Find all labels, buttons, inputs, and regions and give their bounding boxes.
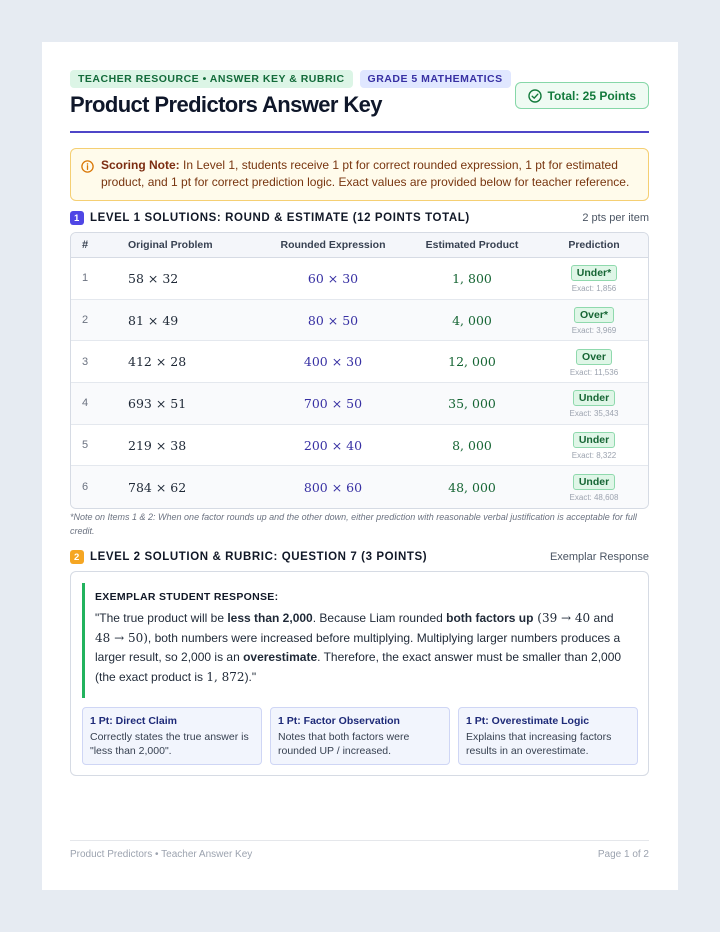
- grade-tag: GRADE 5 MATHEMATICS: [360, 70, 511, 88]
- table-row: [71, 341, 648, 383]
- table-header: [71, 233, 648, 258]
- rubric-card-desc: Notes that both factors were rounded UP / increased.: [278, 731, 410, 757]
- check-circle-icon: [528, 89, 542, 103]
- title-divider: [70, 131, 649, 133]
- col-header-prediction: Prediction: [568, 239, 620, 251]
- rounded-expression: 60 × 30: [307, 270, 359, 286]
- rubric-card-desc: Correctly states the true answer is "less than 2,000".: [90, 731, 249, 757]
- exact-value: Exact: 48,608: [569, 493, 619, 503]
- estimated-product: 4, 000: [452, 312, 492, 328]
- original-problem: 81 × 49: [128, 312, 179, 328]
- footer-left: Product Predictors • Teacher Answer Key: [70, 849, 253, 860]
- scoring-note-label: Scoring Note:: [101, 158, 180, 172]
- rounded-expression: 200 × 40: [303, 437, 363, 453]
- col-header-original: Original Problem: [128, 239, 213, 251]
- level1-title: LEVEL 1 SOLUTIONS: ROUND & ESTIMATE (12 POINTS TOTAL): [90, 212, 470, 224]
- rubric-card: [458, 707, 638, 765]
- table-row: [71, 425, 648, 467]
- original-problem: 693 × 51: [128, 395, 187, 411]
- exemplar-label: EXEMPLAR STUDENT RESPONSE:: [95, 591, 279, 603]
- prediction-badge: Under: [573, 432, 615, 448]
- worksheet-page: [42, 42, 678, 890]
- exact-value: Exact: 1,856: [571, 284, 617, 294]
- exemplar-response: [82, 583, 638, 698]
- exemplar-text-part: . Therefore, the exact answer must be smaller than 2,000 (the exact product is: [95, 650, 622, 684]
- estimated-product: 8, 000: [452, 437, 492, 453]
- level1-number-badge: 1: [70, 211, 84, 225]
- row-number: 3: [82, 355, 89, 368]
- exact-value: Exact: 35,343: [569, 409, 619, 419]
- level2-right-label: Exemplar Response: [549, 551, 649, 563]
- row-number: 2: [82, 314, 89, 327]
- prediction-badge: Over: [576, 349, 612, 365]
- level2-number-badge: 2: [70, 550, 84, 564]
- prediction-badge: Under: [573, 474, 615, 490]
- table-row: [71, 258, 648, 300]
- col-header-rounded: Rounded Expression: [280, 239, 386, 251]
- exemplar-text-part: ).": [244, 669, 257, 684]
- estimated-product: 48, 000: [448, 479, 496, 495]
- original-problem: 58 × 32: [128, 270, 179, 286]
- row-number: 5: [82, 439, 89, 452]
- exemplar-text-part: , both numbers were increased before multiplying. Multiplying larger numbers produces a larger result, so 2,000 is an: [95, 630, 621, 664]
- scoring-note-text: In Level 1, students receive 1 pt for correct rounded expression, 1 pt for estimated product, and 1 pt for correct prediction logic. Exact values are provided below for teacher reference.: [101, 158, 630, 189]
- prediction-cell: [540, 305, 648, 335]
- prediction-cell: [540, 430, 648, 460]
- level1-table: [70, 232, 649, 509]
- exemplar-text-part: and: [590, 611, 614, 625]
- prediction-cell: [540, 472, 648, 502]
- exemplar-text-part: . Because Liam rounded: [312, 611, 447, 625]
- original-problem: 412 × 28: [128, 354, 187, 370]
- prediction-badge: Under*: [571, 265, 617, 281]
- level1-points-note: 2 pts per item: [582, 212, 649, 224]
- prediction-badge: Under: [573, 390, 615, 406]
- estimated-product: 12, 000: [448, 354, 496, 370]
- info-icon: [81, 160, 94, 173]
- table-body: [71, 258, 648, 508]
- prediction-cell: [540, 388, 648, 418]
- footer-divider: [70, 840, 649, 841]
- exemplar-math-part: 48 → 50): [95, 630, 148, 645]
- resource-tag: TEACHER RESOURCE • ANSWER KEY & RUBRIC: [70, 70, 353, 88]
- table-row: [71, 383, 648, 425]
- exemplar-bold-part: both factors up: [446, 611, 534, 625]
- exemplar-math-part: 1, 872: [206, 669, 245, 684]
- rubric-card-desc: Explains that increasing factors results in an overestimate.: [466, 731, 612, 757]
- level2-title: LEVEL 2 SOLUTION & RUBRIC: QUESTION 7 (3 POINTS): [90, 551, 428, 563]
- rubric-card-title: 1 Pt: Direct Claim: [90, 715, 177, 727]
- original-problem: 219 × 38: [128, 437, 187, 453]
- scoring-note: [70, 148, 649, 201]
- page-title: Product Predictors Answer Key: [70, 92, 382, 117]
- row-number: 6: [82, 481, 89, 494]
- rubric-cards: [82, 707, 638, 765]
- row-number: 1: [82, 272, 89, 285]
- exact-value: Exact: 8,322: [571, 451, 617, 461]
- exemplar-bold-part: overestimate: [243, 650, 318, 664]
- exemplar-math-part: (39 → 40: [533, 611, 591, 625]
- level2-heading: [70, 550, 649, 564]
- estimated-product: 1, 800: [452, 270, 492, 286]
- level1-footnote: *Note on Items 1 & 2: When one factor rounds up and the other down, either prediction with reasonable verbal justification is acceptable for full credit.: [70, 512, 637, 536]
- row-number: 4: [82, 397, 89, 410]
- total-points-badge: [515, 82, 649, 109]
- exemplar-bold-part: less than 2,000: [227, 611, 313, 625]
- prediction-cell: [540, 347, 648, 377]
- rubric-card: [82, 707, 262, 765]
- exact-value: Exact: 11,536: [569, 367, 619, 377]
- exemplar-text: [95, 609, 625, 687]
- col-header-number: #: [82, 239, 89, 251]
- rounded-expression: 80 × 50: [307, 312, 359, 328]
- header-tags: [70, 70, 511, 88]
- exact-value: Exact: 3,969: [571, 326, 617, 336]
- estimated-product: 35, 000: [448, 395, 496, 411]
- level1-heading: [70, 211, 649, 225]
- exemplar-text-part: "The true product will be: [95, 611, 228, 625]
- rubric-card-title: 1 Pt: Overestimate Logic: [466, 715, 590, 727]
- col-header-estimate: Estimated Product: [425, 239, 519, 251]
- prediction-cell: [540, 263, 648, 293]
- rounded-expression: 800 × 60: [303, 479, 363, 495]
- original-problem: 784 × 62: [128, 479, 187, 495]
- rounded-expression: 400 × 30: [303, 354, 363, 370]
- rubric-card-title: 1 Pt: Factor Observation: [278, 715, 400, 727]
- total-points-label: Total: 25 Points: [547, 88, 636, 103]
- rubric-card: [270, 707, 450, 765]
- table-row: [71, 300, 648, 342]
- table-row: [71, 466, 648, 508]
- prediction-badge: Over*: [574, 307, 614, 323]
- level2-rubric-box: [70, 571, 649, 776]
- rounded-expression: 700 × 50: [303, 395, 363, 411]
- footer-page-number: Page 1 of 2: [597, 849, 649, 860]
